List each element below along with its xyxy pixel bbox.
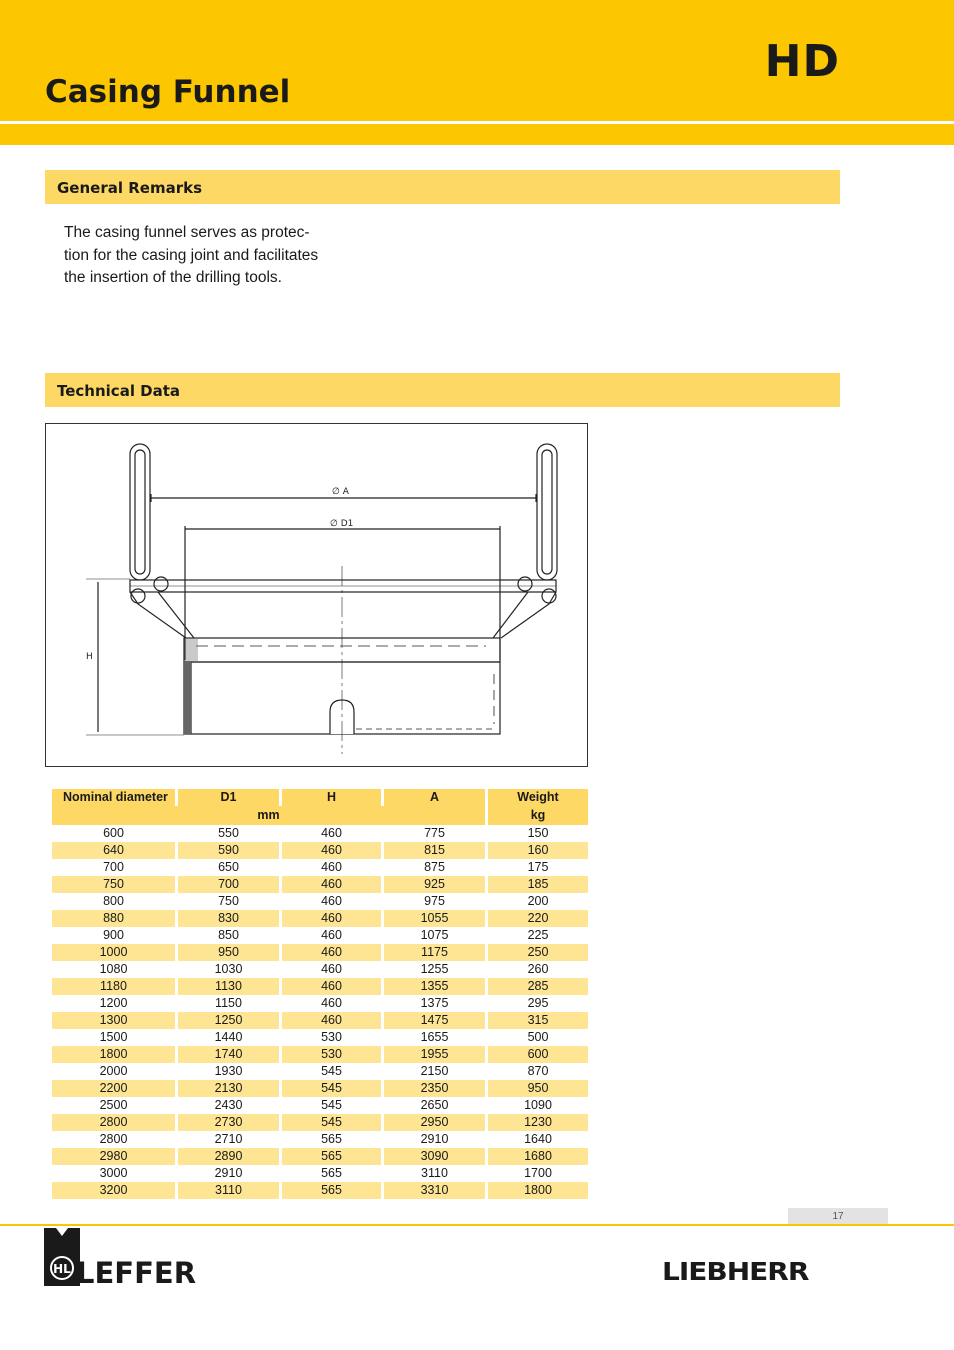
table-cell: 460 [282,876,384,893]
table-cell: 875 [384,859,488,876]
technical-data-table [52,789,588,1199]
table-cell: 3000 [52,1165,178,1182]
col-header-d1: D1 [178,789,282,806]
table-cell: 1150 [178,995,282,1012]
col-header-weight: Weight [488,789,588,806]
table-unit-row [52,806,588,825]
table-cell: 700 [52,859,178,876]
table-cell: 460 [282,944,384,961]
table-cell: 1955 [384,1046,488,1063]
table-cell: 1200 [52,995,178,1012]
table-cell: 1030 [178,961,282,978]
table-cell: 160 [488,842,588,859]
footer-divider [0,1224,954,1226]
table-cell: 1375 [384,995,488,1012]
table-row [52,825,588,842]
table-cell: 1055 [384,910,488,927]
table-cell: 1250 [178,1012,282,1029]
table-cell: 2130 [178,1080,282,1097]
table-cell: 545 [282,1114,384,1131]
remarks-line: tion for the casing joint and facilitates [64,246,319,264]
table-cell: 1500 [52,1029,178,1046]
table-cell: 640 [52,842,178,859]
table-row [52,859,588,876]
table-row [52,893,588,910]
table-cell: 530 [282,1029,384,1046]
table-cell: 2200 [52,1080,178,1097]
table-cell: 460 [282,859,384,876]
table-cell: 1440 [178,1029,282,1046]
table-cell: 870 [527,1064,549,1078]
right-lifting-loop [537,444,557,580]
table-cell: 2000 [52,1063,178,1080]
technical-data-heading: Technical Data [57,382,181,400]
table-cell: 2950 [384,1114,488,1131]
tube-wall-hatch [184,662,191,734]
table-cell: 830 [178,910,282,927]
table-cell: 530 [282,1046,384,1063]
general-remarks-heading: General Remarks [57,179,202,197]
remarks-line: the insertion of the drilling tools. [64,269,282,286]
table-cell: 775 [384,825,488,842]
casing-funnel-drawing [45,423,588,767]
table-row [52,876,588,893]
table-row [52,1114,588,1131]
table-cell: 460 [282,1012,384,1029]
table-row [52,978,588,995]
table-cell: 1000 [52,944,178,961]
table-cell: 2800 [52,1114,178,1131]
table-cell: 2650 [384,1097,488,1114]
table-cell: 590 [178,842,282,859]
table-cell: 1800 [52,1046,178,1063]
technical-drawing-svg [46,424,587,766]
table-cell: 750 [178,893,282,910]
table-cell: 3090 [384,1148,488,1165]
table-row [52,1165,588,1182]
table-row [52,1097,588,1114]
table-cell: 3310 [384,1182,488,1199]
col-header-h: H [282,789,384,806]
table-cell: 1640 [524,1132,552,1146]
table-row [52,995,588,1012]
table-row [52,910,588,927]
table-cell: 815 [384,842,488,859]
table-cell: 1080 [52,961,178,978]
table-cell: 2980 [52,1148,178,1165]
table-cell: 1300 [52,1012,178,1029]
table-row [52,842,588,859]
table-row [52,1131,588,1148]
table-cell: 3110 [178,1182,282,1199]
table-row [52,1046,588,1063]
table-cell: 565 [282,1131,384,1148]
leffer-logo [44,1228,197,1290]
table-cell: 1090 [524,1098,552,1112]
table-cell: 2730 [178,1114,282,1131]
table-cell: 1800 [488,1182,588,1199]
table-cell: 545 [282,1063,384,1080]
dimension-a-label: ∅ A [332,487,349,497]
table-row [52,961,588,978]
table-cell: 1355 [384,978,488,995]
table-cell: 2910 [384,1131,488,1148]
table-cell: 565 [282,1165,384,1182]
table-cell: 285 [488,978,588,995]
table-cell: 800 [52,893,178,910]
table-row [52,1182,588,1199]
table-cell: 2150 [384,1063,488,1080]
page-number: 17 [788,1208,888,1226]
svg-text:HL: HL [53,1262,71,1276]
table-cell: 500 [527,1030,549,1044]
remarks-text [64,222,344,290]
table-cell: 650 [178,859,282,876]
remarks-line: The casing funnel serves as protec- [64,224,310,241]
table-cell: 880 [52,910,178,927]
table-row [52,1080,588,1097]
table-cell: 460 [282,893,384,910]
table-cell: 460 [282,825,384,842]
table-cell: 550 [178,825,282,842]
table-body [52,825,588,1199]
general-remarks-bar [45,170,840,204]
table-cell: 175 [527,860,549,874]
table-cell: 1255 [384,961,488,978]
table-cell: 950 [178,944,282,961]
table-cell: 150 [527,826,549,840]
table-cell: 185 [488,876,588,893]
table-cell: 315 [488,1012,588,1029]
table-cell: 600 [52,825,178,842]
table-cell: 460 [282,842,384,859]
table-cell: 2500 [52,1097,178,1114]
table-cell: 2430 [178,1097,282,1114]
table-cell: 225 [527,928,549,942]
table-cell: 1740 [178,1046,282,1063]
table-cell: 1175 [384,944,488,961]
table-row [52,1063,588,1080]
table-row [52,1012,588,1029]
table-cell: 565 [282,1182,384,1199]
table-cell: 925 [384,876,488,893]
table-cell: 3110 [384,1165,488,1182]
table-cell: 600 [488,1046,588,1063]
table-cell: 950 [488,1080,588,1097]
table-cell: 1655 [384,1029,488,1046]
table-cell: 250 [488,944,588,961]
page-header [0,0,954,145]
unit-mm: mm [52,806,488,825]
col-header-a: A [384,789,488,806]
table-row [52,927,588,944]
table-cell: 900 [52,927,178,944]
table-header-row [52,789,588,806]
table-cell: 1075 [384,927,488,944]
table-cell: 975 [384,893,488,910]
table-cell: 460 [282,927,384,944]
table-cell: 545 [282,1097,384,1114]
table-cell: 2350 [384,1080,488,1097]
table-row [52,944,588,961]
table-cell: 2890 [178,1148,282,1165]
table-cell: 1130 [178,978,282,995]
table-row [52,1148,588,1165]
leffer-wordmark: LEFFER [76,1256,197,1290]
product-code: HD [764,36,840,87]
unit-kg: kg [488,806,588,825]
table-cell: 2800 [52,1131,178,1148]
dimension-d1-label: ∅ D1 [330,519,354,529]
table-cell: 545 [282,1080,384,1097]
table-row [52,1029,588,1046]
table-cell: 460 [282,910,384,927]
table-cell: 220 [488,910,588,927]
table-cell: 700 [178,876,282,893]
table-cell: 1180 [52,978,178,995]
table-cell: 565 [282,1148,384,1165]
table-cell: 460 [282,961,384,978]
table-cell: 750 [52,876,178,893]
table-cell: 1475 [384,1012,488,1029]
table-cell: 1700 [524,1166,552,1180]
dimension-h-label: H [86,652,93,662]
table-cell: 2910 [178,1165,282,1182]
header-divider [0,121,954,124]
table-cell: 460 [282,995,384,1012]
table-cell: 1930 [178,1063,282,1080]
table-cell: 295 [527,996,549,1010]
table-cell: 1680 [488,1148,588,1165]
table-cell: 460 [282,978,384,995]
page-title: Casing Funnel [45,74,291,110]
leffer-emblem [44,1228,80,1286]
table-cell: 260 [527,962,549,976]
left-lifting-loop [130,444,150,580]
table-cell: 2710 [178,1131,282,1148]
technical-data-bar [45,373,840,407]
col-header-nominal: Nominal diameter [52,789,178,806]
table-cell: 3200 [52,1182,178,1199]
liebherr-logo: LIEBHERR [662,1256,809,1287]
table-cell: 1230 [488,1114,588,1131]
table-cell: 200 [527,894,549,908]
table-cell: 850 [178,927,282,944]
